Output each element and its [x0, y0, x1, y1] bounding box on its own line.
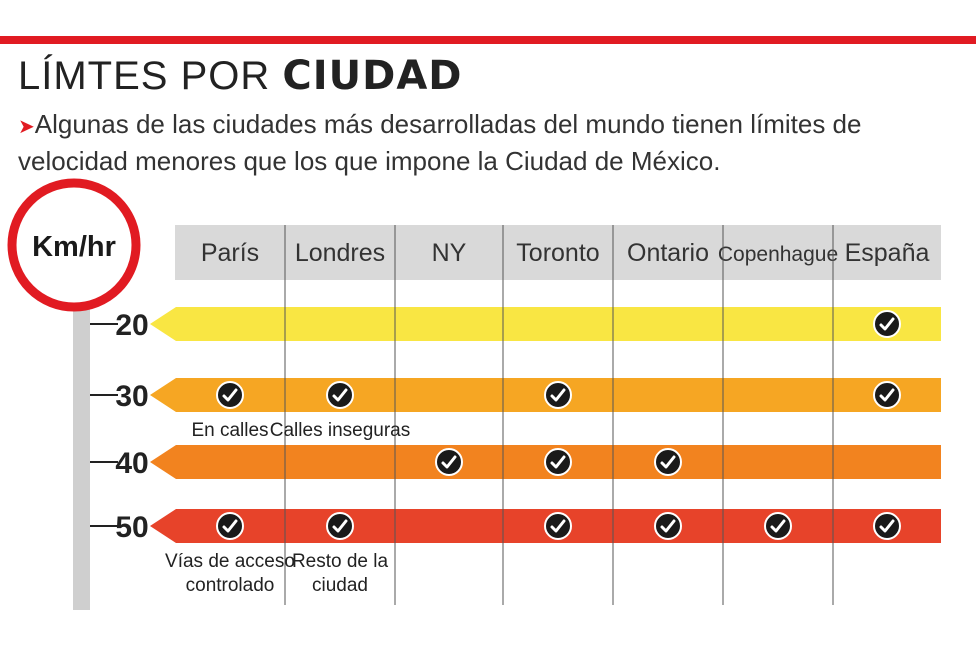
check-mark-icon	[545, 513, 571, 539]
check-mark-icon	[874, 382, 900, 408]
title-bold: CIUDAD	[282, 53, 463, 99]
check-mark-icon	[874, 311, 900, 337]
speed-label: 40	[115, 447, 149, 480]
speed-label: 20	[115, 309, 149, 342]
column-header: Copenhague	[717, 243, 839, 266]
cell-note: ciudad	[312, 575, 368, 596]
check-mark-icon	[217, 382, 243, 408]
speed-label: 50	[115, 511, 149, 544]
column-header: París	[200, 239, 260, 267]
column-header: España	[844, 239, 930, 267]
subtitle-text: Algunas de las ciudades más desarrolladas del mundo tienen límites de velocidad menores que los que impone la Ciudad de México.	[18, 109, 862, 176]
column-header: Londres	[294, 239, 386, 267]
check-mark-icon	[217, 513, 243, 539]
cell-note: Calles inseguras	[269, 420, 411, 441]
speed-label: 30	[115, 380, 149, 413]
check-mark-icon	[545, 449, 571, 475]
check-mark-icon	[327, 513, 353, 539]
column-header: Toronto	[516, 239, 600, 267]
title-light: LÍMTES POR	[18, 54, 271, 98]
cell-note: Vías de acceso	[165, 551, 295, 572]
unit-label: Km/hr	[32, 231, 116, 263]
check-mark-icon	[765, 513, 791, 539]
check-mark-icon	[655, 513, 681, 539]
cell-note: Resto de la	[291, 551, 389, 572]
check-mark-icon	[874, 513, 900, 539]
cell-note: En calles	[191, 420, 269, 441]
check-mark-icon	[545, 382, 571, 408]
check-mark-icon	[655, 449, 681, 475]
cell-note: controlado	[185, 575, 275, 596]
sign-pole	[73, 260, 90, 610]
speed-band	[150, 307, 941, 341]
column-header: Ontario	[627, 239, 709, 267]
bullet-arrow-icon: ➤	[18, 116, 35, 138]
check-mark-icon	[327, 382, 353, 408]
column-header: NY	[431, 239, 467, 267]
check-mark-icon	[436, 449, 462, 475]
